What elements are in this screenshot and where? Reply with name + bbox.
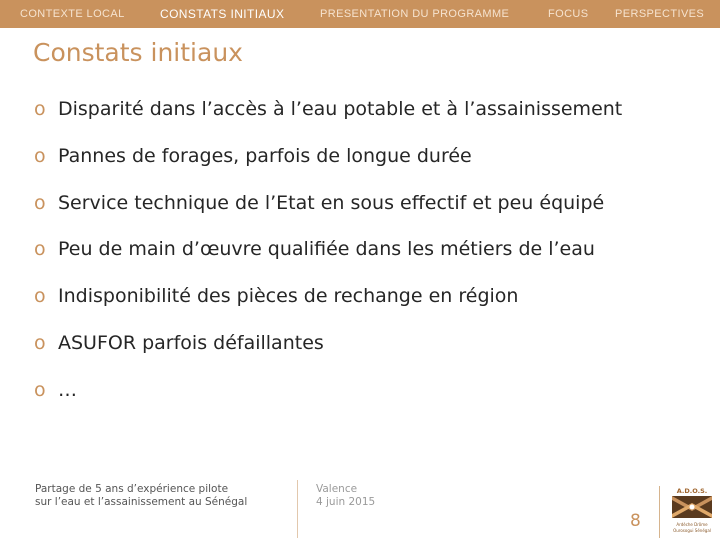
logo-subtitle-2: Ourosogui Sénégal — [673, 528, 711, 533]
footer-location: Valence — [316, 483, 358, 495]
bullet-marker-icon: o — [34, 98, 46, 120]
bullet-item — [34, 98, 622, 128]
top-navigation-bar — [0, 0, 720, 28]
bullet-text: Peu de main d’œuvre qualifiée dans les métiers de l’eau — [58, 238, 595, 260]
nav-tab-contexte-local[interactable]: CONTEXTE LOCAL — [20, 8, 125, 20]
bullet-text: ASUFOR parfois défaillantes — [58, 332, 324, 354]
logo-icon — [669, 485, 715, 537]
bullet-text: Disparité dans l’accès à l’eau potable et à l’assainissement — [58, 98, 623, 120]
footer-presentation-title — [35, 483, 247, 509]
bullet-item — [34, 238, 595, 268]
nav-tab-perspectives[interactable]: PERSPECTIVES — [615, 8, 705, 20]
page-number: 8 — [630, 511, 641, 531]
footer-location-date — [316, 483, 375, 509]
slide-title: Constats initiaux — [33, 38, 243, 67]
bullet-marker-icon: o — [34, 192, 46, 214]
bullet-item — [34, 379, 77, 409]
bullet-item — [34, 332, 324, 362]
footer-title-line-1: Partage de 5 ans d’expérience pilote — [35, 483, 229, 495]
bullet-item — [34, 145, 472, 175]
footer-divider — [297, 480, 298, 538]
bullet-text: Pannes de forages, parfois de longue durée — [58, 145, 472, 167]
nav-tab-focus[interactable]: FOCUS — [548, 8, 589, 20]
nav-tab-constats-initiaux[interactable]: CONSTATS INITIAUX — [160, 7, 285, 21]
bullet-item — [34, 192, 604, 222]
bullet-marker-icon: o — [34, 379, 46, 401]
nav-tab-presentation-programme[interactable]: PRESENTATION DU PROGRAMME — [320, 8, 510, 20]
bullet-text: Service technique de l’Etat en sous effectif et peu équipé — [58, 192, 605, 214]
bullet-text: Indisponibilité des pièces de rechange en région — [58, 285, 519, 307]
footer-date: 4 juin 2015 — [316, 496, 376, 508]
bullet-marker-icon: o — [34, 238, 46, 260]
footer-divider — [659, 486, 660, 538]
footer-title-line-2: sur l’eau et l’assainissement au Sénégal — [35, 496, 248, 508]
bullet-marker-icon: o — [34, 285, 46, 307]
bullet-marker-icon: o — [34, 332, 46, 354]
bullet-marker-icon: o — [34, 145, 46, 167]
logo-title: A.D.O.S. — [676, 487, 708, 495]
logo-subtitle-1: Ardèche Drôme — [676, 522, 708, 527]
bullet-item — [34, 285, 518, 315]
bullet-text: … — [58, 379, 77, 401]
